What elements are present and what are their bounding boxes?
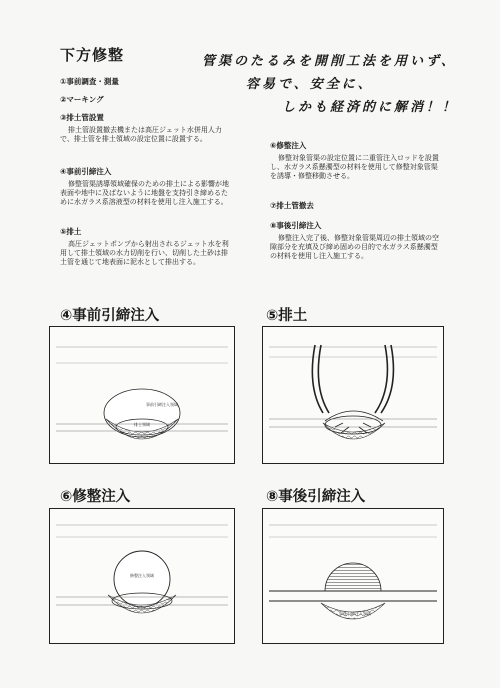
step-2-heading: ②マーキング xyxy=(60,95,104,104)
figure-8-title: ⑧事後引締注入 xyxy=(266,489,366,505)
figure-5-diagram xyxy=(263,327,443,463)
label-pre-grout: 事前引締注入領域 xyxy=(146,402,178,407)
figure-6-diagram xyxy=(50,509,234,643)
slogan-line-1: 管渠のたるみを開削工法を用いず、 xyxy=(202,54,457,69)
step-6-text: 修整対象管渠の設定位置に二重管注入ロッドを設置し、水ガラス系懸濁型の材料を使用して修整対象管渠を誘導・修整移動させる。 xyxy=(270,154,439,180)
post-grout-zone xyxy=(325,563,381,591)
figure-8-diagram xyxy=(263,509,443,643)
correction-grout-zone xyxy=(114,551,170,607)
slogan-line-2: 容易で、安全に、 xyxy=(246,77,374,92)
step-3-heading: ③排土管設置 xyxy=(60,113,104,122)
figure-8-panel xyxy=(262,508,444,644)
figure-4-panel xyxy=(49,326,235,464)
step-7-heading: ⑦排土管撤去 xyxy=(270,201,314,210)
label-post-grout: 事後引締注入領域 xyxy=(339,611,371,616)
soil-pipe-left xyxy=(318,345,329,413)
figure-4-title: ④事前引締注入 xyxy=(60,308,160,324)
figure-6-panel xyxy=(49,508,235,644)
step-8-text: 修整注入完了後、修整対象管渠周辺の排土領域の空隙部分を充填及び締め固めの目的で水ガラス系懸濁型の材料を使用し注入施工する。 xyxy=(270,234,439,260)
page-title: 下方修整 xyxy=(60,46,125,64)
soil-pipe-left xyxy=(312,345,323,413)
step-4-heading: ④事前引締注入 xyxy=(60,167,112,176)
soil-pipe-right xyxy=(375,345,387,413)
step-1-heading: ①事前調査・測量 xyxy=(60,77,119,86)
step-3-text: 排土管設置撤去機または高圧ジェット水併用人力で、排土管を排土領域の設定位置に設置する。 xyxy=(60,126,222,143)
figure-6-title: ⑥修整注入 xyxy=(60,489,131,505)
step-8-heading: ⑧事後引締注入 xyxy=(270,221,322,230)
figure-5-title: ⑤排土 xyxy=(266,308,308,324)
pre-grout-zone xyxy=(104,389,180,437)
step-5-heading: ⑤排土 xyxy=(60,227,82,236)
label-correction-grout: 修整注入領域 xyxy=(130,573,154,578)
slogan-line-3: しかも経済的に解消！！ xyxy=(282,100,459,115)
figure-5-panel xyxy=(262,326,444,464)
step-5-text: 高圧ジェットポンプから射出されるジェット水を利用して排土領域の水力切削を行い、切削した土砂は排土管を通じて地表面に泥水として排出する。 xyxy=(60,240,229,266)
step-6-heading: ⑥修整注入 xyxy=(270,141,307,150)
figure-4-diagram xyxy=(50,327,234,463)
label-soil-removal: 排土領域 xyxy=(134,422,150,427)
step-4-text: 修整管渠誘導領域確保のための排土による影響が地表面や地中に及ばないように地盤を支持引き締めるために水ガラス系溶液型の材料を使用し注入施工する。 xyxy=(60,180,229,206)
